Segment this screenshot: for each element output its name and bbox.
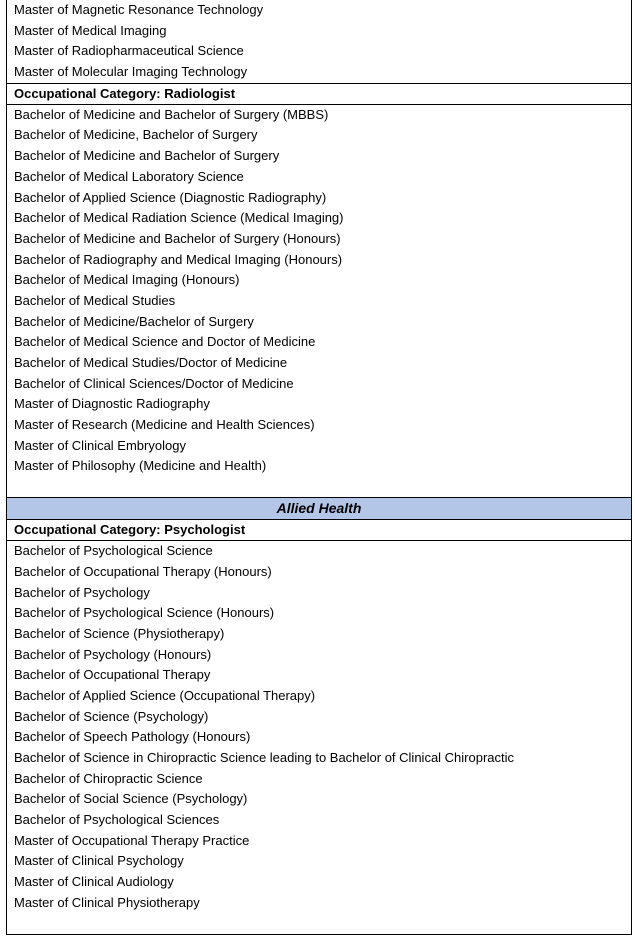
qualification-row: Master of Research (Medicine and Health Sciences) (14, 417, 315, 433)
qualification-row: Bachelor of Science (Physiotherapy) (14, 625, 225, 641)
qualification-row: Bachelor of Psychology (Honours) (14, 646, 212, 662)
qualification-list (7, 105, 631, 477)
qualification-row: Master of Molecular Imaging Technology (14, 64, 248, 80)
qualification-row: Bachelor of Medicine and Bachelor of Surgery (MBBS) (14, 106, 329, 122)
qualification-list (7, 0, 631, 83)
qualification-row: Bachelor of Radiography and Medical Imaging (Honours) (14, 251, 343, 267)
radiologist-block (7, 84, 631, 498)
qualification-row: Bachelor of Applied Science (Occupational Therapy) (14, 687, 316, 703)
section-header-allied-health: Allied Health (7, 498, 631, 520)
qualification-row: Master of Clinical Physiotherapy (14, 894, 200, 910)
allied-health-block (7, 498, 631, 933)
qualification-row: Master of Magnetic Resonance Technology (14, 2, 264, 17)
qualification-row: Bachelor of Science (Psychology) (14, 708, 209, 724)
qualification-row: Bachelor of Chiropractic Science (14, 770, 203, 786)
category-header-radiologist: Occupational Category: Radiologist (7, 84, 631, 105)
qualification-row: Bachelor of Social Science (Psychology) (14, 791, 248, 807)
qualification-row: Bachelor of Applied Science (Diagnostic Radiography) (14, 189, 327, 205)
qualification-row: Bachelor of Occupational Therapy (14, 667, 211, 683)
qualification-row: Master of Medical Imaging (14, 22, 167, 38)
qualification-row: Master of Philosophy (Medicine and Health) (14, 458, 267, 474)
qualification-row: Master of Clinical Psychology (14, 853, 184, 869)
qualifications-table (6, 0, 632, 935)
qualification-row: Master of Clinical Audiology (14, 874, 174, 890)
qualification-row: Bachelor of Medicine and Bachelor of Surgery (14, 148, 280, 164)
qualification-row: Bachelor of Psychological Science (Honours) (14, 605, 275, 621)
qualification-row: Bachelor of Medical Science and Doctor of Medicine (14, 334, 316, 350)
qualification-row: Bachelor of Occupational Therapy (Honours) (14, 563, 272, 579)
qualification-row: Bachelor of Psychological Science (14, 543, 213, 559)
qualification-row: Bachelor of Medicine and Bachelor of Surgery (Honours) (14, 230, 341, 246)
qualification-row: Bachelor of Science in Chiropractic Science leading to Bachelor of Clinical Chiropractic (14, 750, 515, 765)
qualification-row: Master of Diagnostic Radiography (14, 396, 210, 412)
spacer (7, 914, 631, 934)
qualification-row: Bachelor of Clinical Sciences/Doctor of Medicine (14, 375, 294, 391)
spacer (7, 477, 631, 497)
qualification-row: Bachelor of Medical Studies/Doctor of Medicine (14, 355, 288, 370)
category-header-psychologist: Occupational Category: Psychologist (7, 520, 631, 541)
qualification-row: Bachelor of Medical Laboratory Science (14, 168, 244, 184)
qualification-row: Bachelor of Medical Studies (14, 292, 176, 308)
qualification-row: Master of Clinical Embryology (14, 437, 186, 453)
qualification-row: Bachelor of Medicine, Bachelor of Surgery (14, 127, 258, 143)
qualification-row: Bachelor of Speech Pathology (Honours) (14, 729, 251, 745)
qualification-row: Bachelor of Psychological Sciences (14, 812, 220, 828)
qualification-list (7, 541, 631, 913)
qualification-row: Bachelor of Medical Imaging (Honours) (14, 272, 240, 288)
qualification-row: Bachelor of Psychology (14, 584, 150, 600)
qualification-row: Master of Occupational Therapy Practice (14, 832, 250, 848)
qualification-row: Master of Radiopharmaceutical Science (14, 43, 244, 59)
top-block (7, 0, 631, 84)
qualification-row: Bachelor of Medicine/Bachelor of Surgery (14, 313, 254, 329)
qualification-row: Bachelor of Medical Radiation Science (Medical Imaging) (14, 210, 344, 226)
